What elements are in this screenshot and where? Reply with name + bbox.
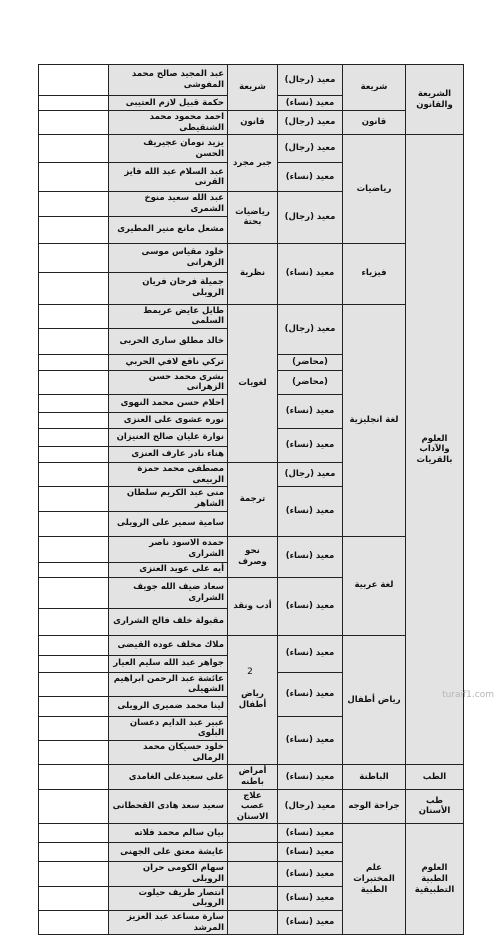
watermark-text: turaif1.com <box>442 690 494 700</box>
employee-name-cell: احمد محمود محمد الشنقيطى <box>109 111 228 135</box>
employee-name-cell: أيه على عويد العنزى <box>109 562 228 577</box>
department-cell: لغة عربية <box>343 536 406 635</box>
table-row <box>39 304 464 328</box>
department-cell: الباطنة <box>343 765 406 789</box>
employee-name-cell: عائشة عبد الرحمن ابراهيم الشهيلى <box>109 672 228 696</box>
department-cell: رياضيات <box>343 135 406 243</box>
employee-name-cell: مقبولة خلف فالح الشرارى <box>109 608 228 635</box>
blank-cell <box>39 413 109 429</box>
role-cell: معيد (نساء) <box>278 577 343 635</box>
role-cell: معيد (رجال) <box>278 463 343 487</box>
specialization-cell: قانون <box>228 111 278 135</box>
employee-name-cell: هناء نادر عارف العنزى <box>109 447 228 463</box>
blank-cell <box>39 447 109 463</box>
employee-name-cell: جميلة فرحان فريان الرويلى <box>109 272 228 304</box>
blank-cell <box>39 192 109 216</box>
employee-name-cell: سارة مساعد عبد العزيز المرشد <box>109 910 228 934</box>
table-row <box>39 824 464 843</box>
employee-name-cell: عبد المجيد صالح محمد المفوشى <box>109 65 228 96</box>
blank-cell <box>39 395 109 413</box>
blank-cell <box>39 741 109 765</box>
blank-cell <box>39 765 109 789</box>
employee-name-cell: سهام الكومى حران الرويلى <box>109 862 228 886</box>
blank-cell <box>39 716 109 740</box>
table-row <box>39 65 464 96</box>
table-row <box>39 536 464 562</box>
role-cell: معيد (نساء) <box>278 716 343 765</box>
role-cell: معيد (رجال) <box>278 304 343 354</box>
table-row <box>39 111 464 135</box>
blank-cell <box>39 824 109 843</box>
role-cell: معيد (رجال) <box>278 192 343 243</box>
college-cell: الشريعة والقانون <box>406 65 464 135</box>
specialization-cell: نحو وصرف <box>228 536 278 577</box>
role-cell: معيد (رجال) <box>278 789 343 824</box>
employee-name-cell: عايشة معتق على الجهنى <box>109 843 228 862</box>
employee-name-cell: ملاك مخلف عوده القيضى <box>109 635 228 655</box>
appointments-table <box>38 64 464 935</box>
employee-name-cell: على سعيدعلى الغامدى <box>109 765 228 789</box>
employee-name-cell: طايل عايض عريمط السلمى <box>109 304 228 328</box>
employee-name-cell: عبد الله سعيد منوخ الشمرى <box>109 192 228 216</box>
blank-cell <box>39 216 109 243</box>
specialization-cell <box>228 843 278 862</box>
employee-name-cell: مصطفى محمد حمزة الربيعى <box>109 463 228 487</box>
blank-cell <box>39 696 109 716</box>
table-row <box>39 635 464 655</box>
role-cell: معيد (نساء) <box>278 886 343 910</box>
role-cell: (محاضر) <box>278 354 343 370</box>
role-cell: معيد (رجال) <box>278 135 343 163</box>
specialization-cell: رياض أطفال <box>228 635 278 765</box>
blank-cell <box>39 608 109 635</box>
role-cell: معيد (نساء) <box>278 910 343 934</box>
blank-cell <box>39 843 109 862</box>
role-cell: معيد (نساء) <box>278 96 343 111</box>
college-cell: الطب <box>406 765 464 789</box>
role-cell: معيد (رجال) <box>278 65 343 96</box>
employee-name-cell: احلام حسن محمد النهوى <box>109 395 228 413</box>
department-cell: جراحة الوجه <box>343 789 406 824</box>
college-cell: العلوم والآداب بالقريات <box>406 135 464 765</box>
employee-name-cell: سعاد ضيف الله جويف الشرارى <box>109 577 228 608</box>
table-row <box>39 135 464 163</box>
blank-cell <box>39 96 109 111</box>
employee-name-cell: بشرى محمد حسن الزهرانى <box>109 370 228 394</box>
employee-name-cell: يزيد نومان عجيريف الحسن <box>109 135 228 163</box>
role-cell: معيد (نساء) <box>278 824 343 843</box>
role-cell: معيد (نساء) <box>278 536 343 577</box>
table-row <box>39 243 464 272</box>
blank-cell <box>39 304 109 328</box>
department-cell: علم المختبرات الطبية <box>343 824 406 935</box>
college-cell: العلوم الطبية التطبيقية <box>406 824 464 935</box>
specialization-cell: أمراض باطنه <box>228 765 278 789</box>
blank-cell <box>39 862 109 886</box>
blank-cell <box>39 328 109 354</box>
role-cell: معيد (نساء) <box>278 843 343 862</box>
blank-cell <box>39 272 109 304</box>
role-cell: معيد (نساء) <box>278 243 343 304</box>
employee-name-cell: عبد السلام عبد الله فايز القرنى <box>109 163 228 192</box>
role-cell: معيد (نساء) <box>278 163 343 192</box>
blank-cell <box>39 429 109 447</box>
employee-name-cell: حكمة قبيل لازم العتيبى <box>109 96 228 111</box>
department-cell: لغة انجليزية <box>343 304 406 536</box>
table-row <box>39 765 464 789</box>
specialization-cell <box>228 824 278 843</box>
blank-cell <box>39 463 109 487</box>
employee-name-cell: مشعل مانع منير المطيرى <box>109 216 228 243</box>
role-cell: معيد (نساء) <box>278 765 343 789</box>
blank-cell <box>39 886 109 910</box>
blank-cell <box>39 536 109 562</box>
page-number: 2 <box>247 667 253 677</box>
blank-cell <box>39 354 109 370</box>
employee-name-cell: نوره عشوى على العنزى <box>109 413 228 429</box>
employee-name-cell: سامية سمير على الرويلى <box>109 511 228 536</box>
employee-name-cell: بيان سالم محمد فلاته <box>109 824 228 843</box>
department-cell: شريعة <box>343 65 406 111</box>
specialization-cell: شريعة <box>228 65 278 111</box>
blank-cell <box>39 163 109 192</box>
role-cell: (محاضر) <box>278 370 343 394</box>
employee-name-cell: جواهر عبد الله سليم العيار <box>109 655 228 672</box>
employee-name-cell: منى عبد الكريم سلطان الشاهر <box>109 487 228 511</box>
blank-cell <box>39 789 109 824</box>
blank-cell <box>39 135 109 163</box>
employee-name-cell: لينا محمد ضميرى الرويلى <box>109 696 228 716</box>
role-cell: معيد (رجال) <box>278 111 343 135</box>
role-cell: معيد (نساء) <box>278 672 343 716</box>
role-cell: معيد (نساء) <box>278 429 343 463</box>
department-cell: رياض أطفال <box>343 635 406 765</box>
specialization-cell <box>228 862 278 886</box>
specialization-cell: أدب ونقد <box>228 577 278 635</box>
blank-cell <box>39 487 109 511</box>
employee-name-cell: خلود حسيكان محمد الرمالى <box>109 741 228 765</box>
role-cell: معيد (نساء) <box>278 635 343 672</box>
specialization-cell: نظرية <box>228 243 278 304</box>
blank-cell <box>39 910 109 934</box>
blank-cell <box>39 111 109 135</box>
employee-name-cell: انتصار طريف حيلوت الرويلى <box>109 886 228 910</box>
department-cell: قانون <box>343 111 406 135</box>
employee-name-cell: عبير عبد الدايم دعسان البلوى <box>109 716 228 740</box>
specialization-cell <box>228 886 278 910</box>
specialization-cell: جبر مجرد <box>228 135 278 192</box>
college-cell: طب الأسنان <box>406 789 464 824</box>
employee-name-cell: خلود مقياس موسى الزهرانى <box>109 243 228 272</box>
department-cell: فيزياء <box>343 243 406 304</box>
employee-name-cell: خالد مطلق سارى الحربى <box>109 328 228 354</box>
role-cell: معيد (نساء) <box>278 395 343 429</box>
employee-name-cell: نوارة عليان صالح العنيزان <box>109 429 228 447</box>
employee-name-cell: سعيد سعد هادى القحطانى <box>109 789 228 824</box>
blank-cell <box>39 370 109 394</box>
blank-cell <box>39 635 109 655</box>
table-row <box>39 789 464 824</box>
blank-cell <box>39 562 109 577</box>
specialization-cell: ترجمة <box>228 463 278 537</box>
blank-cell <box>39 577 109 608</box>
role-cell: معيد (نساء) <box>278 487 343 536</box>
specialization-cell: لغويات <box>228 304 278 463</box>
employee-name-cell: حمده الاسود ناصر الشرارى <box>109 536 228 562</box>
blank-cell <box>39 511 109 536</box>
specialization-cell: علاج عصب الاسنان <box>228 789 278 824</box>
specialization-cell: رياضيات بحتة <box>228 192 278 243</box>
specialization-cell <box>228 910 278 934</box>
role-cell: معيد (نساء) <box>278 862 343 886</box>
employee-name-cell: تركي نافع لافي الحربي <box>109 354 228 370</box>
blank-cell <box>39 65 109 96</box>
blank-cell <box>39 243 109 272</box>
